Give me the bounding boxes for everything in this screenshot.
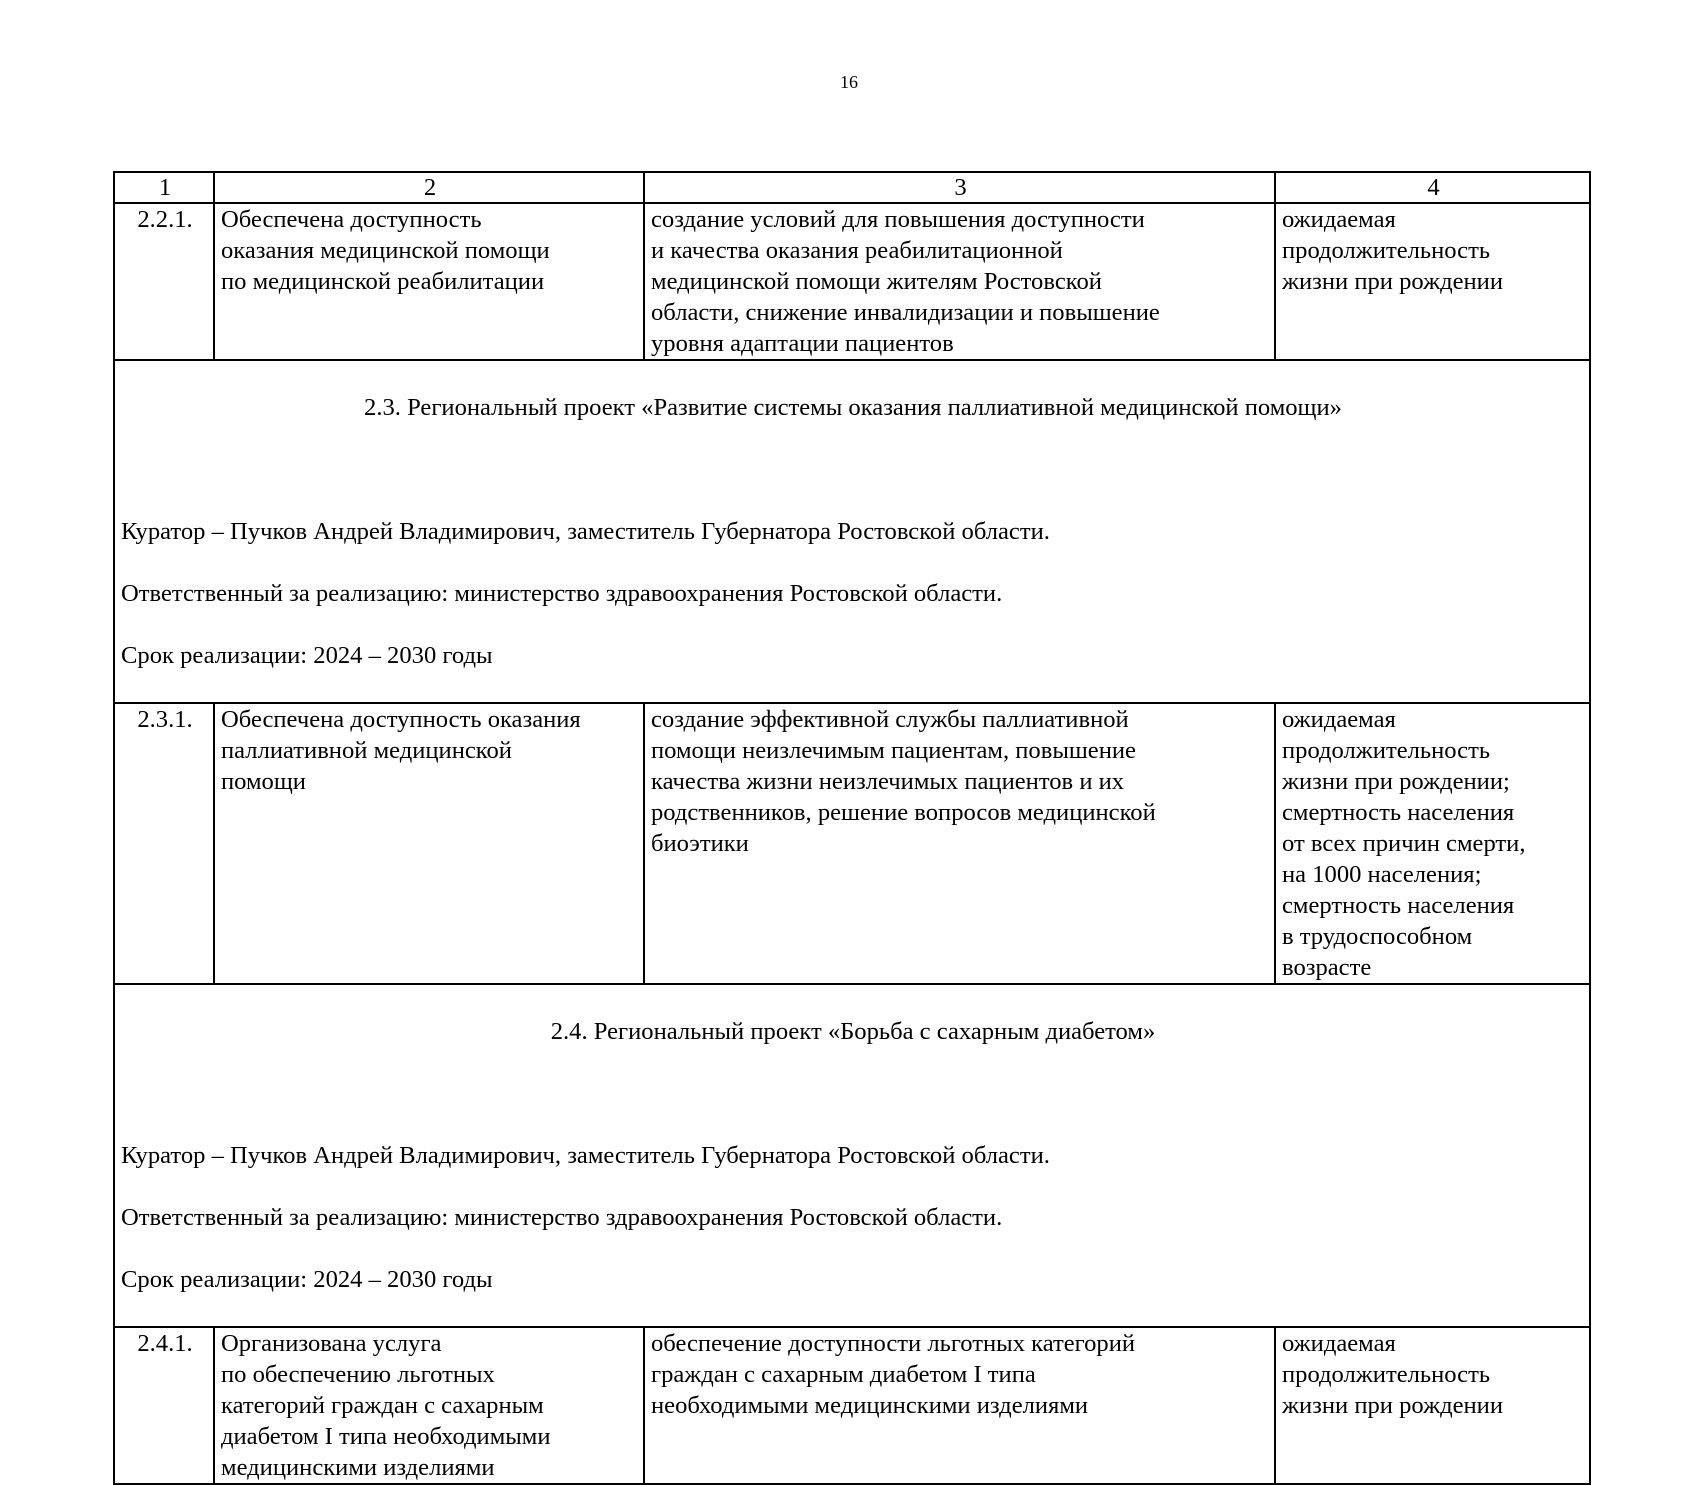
task-description-cell: создание эффективной службы паллиативной помощи неизлечимым пациентам, повышение качества жизни неизлечимых пациентов и их родственников, решение вопросов медицинской биоэтики <box>644 703 1275 984</box>
page-number: 16 <box>840 72 858 92</box>
section-curator: Куратор – Пучков Андрей Владимирович, заместитель Губернатора Ростовской области. <box>121 1142 1050 1169</box>
section-title: 2.4. Региональный проект «Борьба с сахарным диабетом» <box>550 1018 1156 1045</box>
task-result-cell: Обеспечена доступность оказания медицинской помощи по медицинской реабилитации <box>214 203 644 360</box>
section-cell <box>114 984 1590 1327</box>
task-description-cell: создание условий для повышения доступности и качества оказания реабилитационной медицинской помощи жителям Ростовской области, снижение инвалидизации и повышение уровня адаптации пациентов <box>644 203 1275 360</box>
task-description-cell: обеспечение доступности льготных категорий граждан с сахарным диабетом I типа необходимыми медицинскими изделиями <box>644 1327 1275 1484</box>
indicator-cell: ожидаемая продолжительность жизни при рождении <box>1275 1327 1590 1484</box>
section-responsible: Ответственный за реализацию: министерство здравоохранения Ростовской области. <box>121 1204 1003 1231</box>
section-spacer <box>121 1078 1585 1109</box>
header-cell-2: 2 <box>214 172 644 203</box>
table-header-row <box>114 172 1590 203</box>
table-row <box>114 1327 1590 1484</box>
table-row <box>114 203 1590 360</box>
section-cell <box>114 360 1590 703</box>
table-row <box>114 703 1590 984</box>
row-number: 2.2.1. <box>114 203 214 360</box>
header-cell-4: 4 <box>1275 172 1590 203</box>
row-number: 2.4.1. <box>114 1327 214 1484</box>
section-row <box>114 360 1590 703</box>
section-term: Срок реализации: 2024 – 2030 годы <box>121 642 493 669</box>
section-title: 2.3. Региональный проект «Развитие системы оказания паллиативной медицинской помощи» <box>364 394 1342 421</box>
measures-table <box>113 171 1591 1485</box>
row-number: 2.3.1. <box>114 703 214 984</box>
section-curator: Куратор – Пучков Андрей Владимирович, заместитель Губернатора Ростовской области. <box>121 518 1050 545</box>
task-result-cell: Организована услуга по обеспечению льготных категорий граждан с сахарным диабетом I типа необходимыми медицинскими изделиями <box>214 1327 644 1484</box>
task-result-cell: Обеспечена доступность оказания паллиативной медицинской помощи <box>214 703 644 984</box>
header-cell-3: 3 <box>644 172 1275 203</box>
section-responsible: Ответственный за реализацию: министерство здравоохранения Ростовской области. <box>121 580 1003 607</box>
section-term: Срок реализации: 2024 – 2030 годы <box>121 1266 493 1293</box>
section-row <box>114 984 1590 1327</box>
indicator-cell: ожидаемая продолжительность жизни при рождении <box>1275 203 1590 360</box>
indicator-cell: ожидаемая продолжительность жизни при рождении; смертность населения от всех причин смерти, на 1000 населения; смертность населения в трудоспособном возрасте <box>1275 703 1590 984</box>
header-cell-1: 1 <box>114 172 214 203</box>
section-spacer <box>121 454 1585 485</box>
